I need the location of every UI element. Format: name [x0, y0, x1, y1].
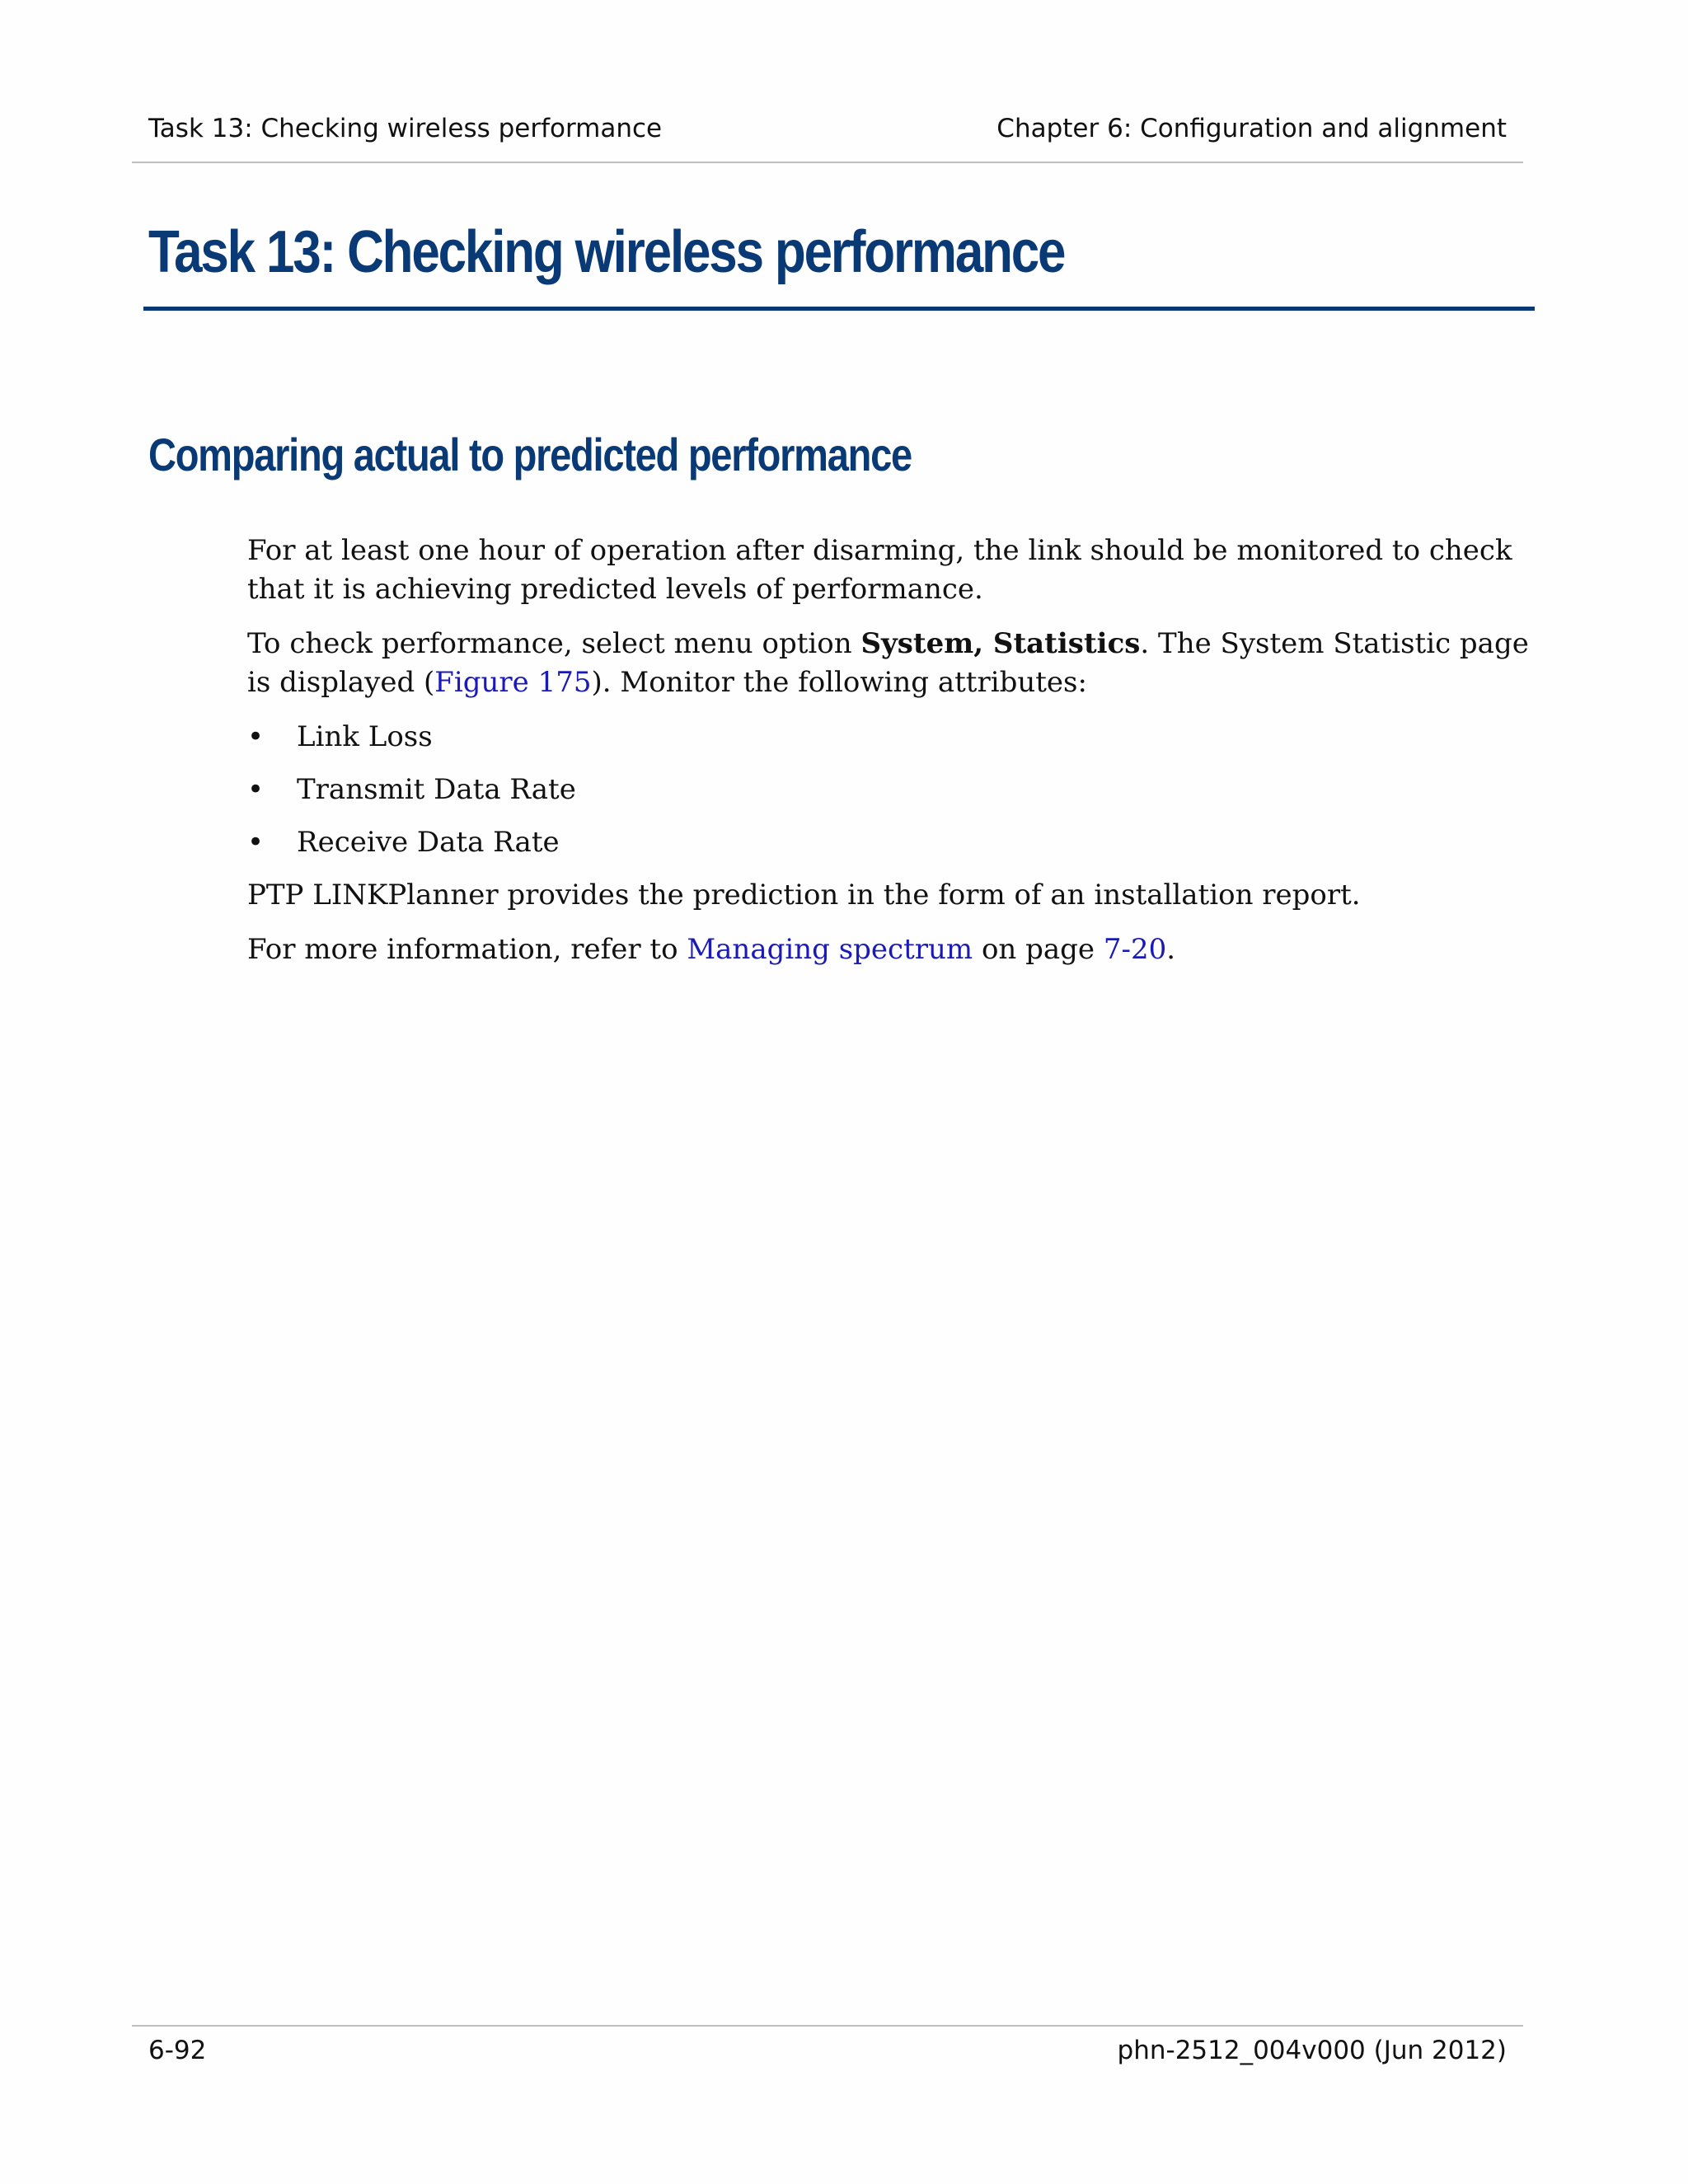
- list-item: [247, 718, 1533, 757]
- menu-option-system-statistics: System, Statistics: [860, 627, 1141, 660]
- figure-175-link[interactable]: Figure 175: [434, 666, 592, 699]
- managing-spectrum-link[interactable]: Managing spectrum: [687, 933, 973, 966]
- title-underline: [143, 307, 1535, 311]
- list-item: [247, 823, 1533, 862]
- page-7-20-link[interactable]: 7-20: [1103, 933, 1167, 966]
- header-section-title: Task 13: Checking wireless performance: [148, 114, 663, 143]
- text-fragment: ). Monitor the following attributes:: [591, 666, 1087, 699]
- text-fragment: on page: [973, 933, 1104, 966]
- paragraph-more-info: [247, 930, 1533, 969]
- paragraph-intro: For at least one hour of operation after disarming, the link should be monitored to check that it is achieving predicted levels of performance.: [247, 534, 1512, 606]
- page-title: Task 13: Checking wireless performance: [148, 219, 1065, 285]
- paragraph-linkplanner: PTP LINKPlanner provides the prediction in the form of an installation report.: [247, 879, 1361, 912]
- bullet-icon: •: [247, 773, 265, 806]
- list-item: [247, 771, 1533, 809]
- list-item-label: Transmit Data Rate: [297, 773, 576, 806]
- running-header: [132, 114, 1523, 152]
- bullet-icon: •: [247, 826, 265, 859]
- bullet-icon: •: [247, 720, 265, 753]
- list-item-label: Link Loss: [297, 720, 433, 753]
- text-fragment: To check performance, select menu option: [247, 627, 861, 660]
- section-heading: Comparing actual to predicted performance: [148, 429, 912, 480]
- attributes-list: [247, 718, 1533, 862]
- header-divider: [132, 162, 1523, 163]
- page-number: 6-92: [148, 2036, 207, 2065]
- text-fragment: .: [1166, 933, 1176, 966]
- list-item-label: Receive Data Rate: [297, 826, 560, 859]
- text-fragment: . The System Statistic page is displayed (: [247, 627, 1529, 699]
- header-chapter-title: Chapter 6: Configuration and alignment: [996, 114, 1507, 143]
- document-id: phn-2512_004v000 (Jun 2012): [1117, 2036, 1507, 2065]
- paragraph-check-performance: [247, 625, 1533, 702]
- running-footer: [132, 2036, 1523, 2074]
- footer-divider: [132, 2025, 1523, 2027]
- body-text: [247, 532, 1533, 985]
- text-fragment: For more information, refer to: [247, 933, 687, 966]
